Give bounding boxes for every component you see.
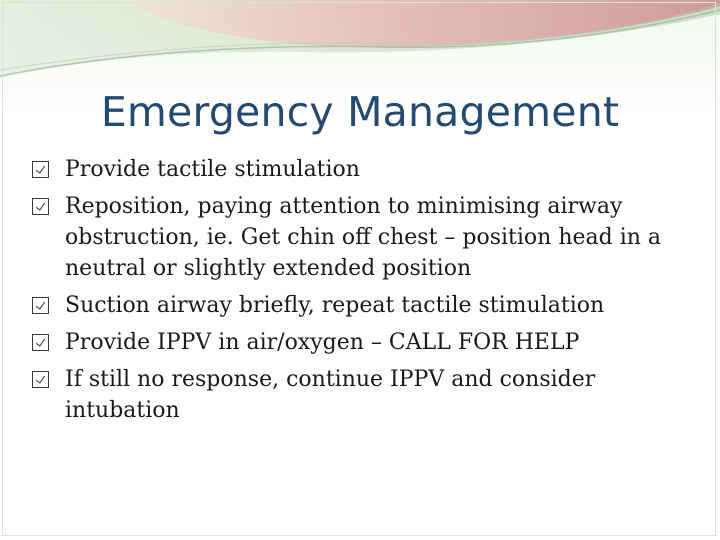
checkbox-bullet-icon xyxy=(32,371,49,388)
bullet-item xyxy=(30,290,690,321)
bullet-item xyxy=(30,154,690,185)
bullet-item xyxy=(30,327,690,358)
bullet-item xyxy=(30,191,690,284)
bullet-text: Provide IPPV in air/oxygen – CALL FOR HELP xyxy=(65,330,580,355)
bullet-text: If still no response, continue IPPV and consider intubation xyxy=(65,367,596,423)
bullet-text: Suction airway briefly, repeat tactile stimulation xyxy=(65,293,605,318)
bullet-text: Provide tactile stimulation xyxy=(65,157,360,182)
checkbox-bullet-icon xyxy=(32,334,49,351)
checkbox-bullet-icon xyxy=(32,297,49,314)
bullet-text: Reposition, paying attention to minimising airway obstruction, ie. Get chin off chest – position head in a neutral or slightly extended position xyxy=(65,194,662,281)
checkbox-bullet-icon xyxy=(32,198,49,215)
slide-title: Emergency Management xyxy=(100,88,620,136)
bullet-item xyxy=(30,364,690,426)
bullet-list xyxy=(30,154,690,432)
checkbox-bullet-icon xyxy=(32,161,49,178)
header-swoosh-decoration xyxy=(0,0,720,90)
